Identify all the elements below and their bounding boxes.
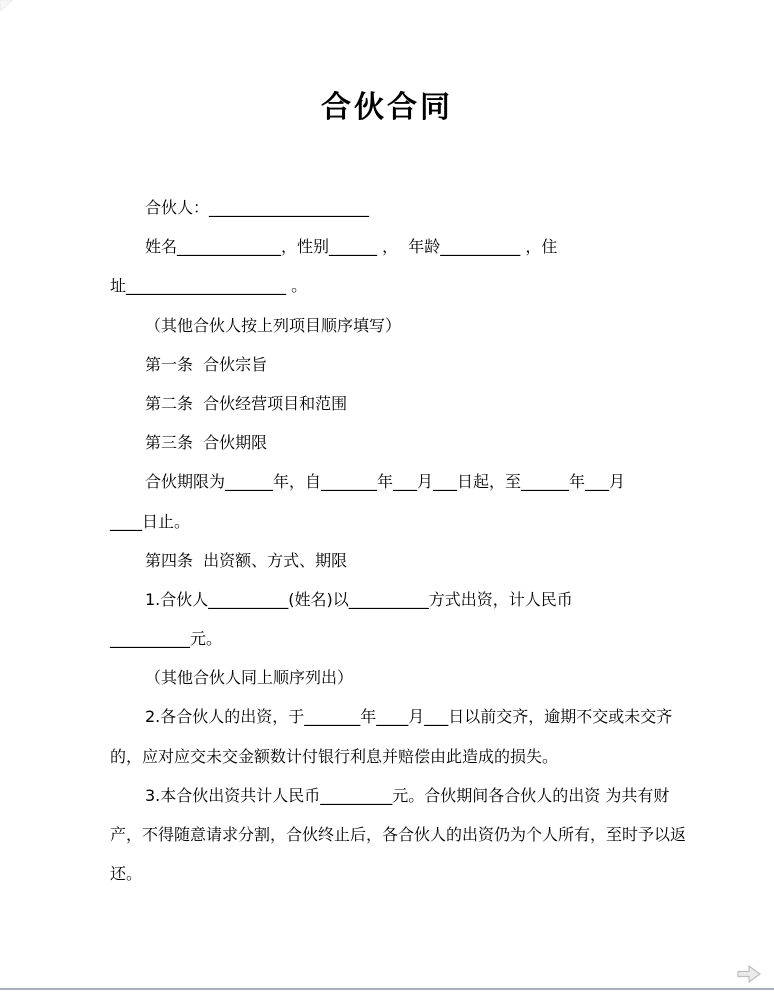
doc-line: 第四条 出资额、方式、期限: [145, 550, 348, 570]
doc-line: 第一条 合伙宗旨: [145, 354, 268, 374]
doc-line: 的，应对应交未交金额数计付银行利息并赔偿由此造成的损失。: [110, 746, 559, 766]
doc-line: 第三条 合伙期限: [145, 433, 268, 453]
doc-line: 产，不得随意请求分割，合伙终止后，各合伙人的出资仍为个人所有，至时予以返: [110, 825, 687, 844]
doc-line: 3.本合伙出资共计人民币_________元。合伙期间各合伙人的出资 为共有财: [145, 785, 670, 805]
doc-line: 2.各合伙人的出资，于_______年____月___日以前交齐，逾期不交或未交齐: [145, 707, 673, 727]
page-title: 合伙合同: [321, 90, 453, 125]
doc-line: 合伙期限为______年，自_______年___月___日起，至______年___月: [145, 472, 626, 492]
doc-line: （其他合伙人按上列项目顺序填写）: [145, 315, 402, 335]
doc-line: 第二条 合伙经营项目和范围: [145, 393, 348, 413]
page-corner-mark: [0, 0, 16, 14]
doc-line: __________元。: [110, 629, 223, 649]
doc-line: （其他合伙人同上顺序列出）: [145, 668, 354, 688]
bottom-divider: [0, 988, 774, 990]
document-body: [110, 188, 714, 893]
doc-line: 址____________________ 。: [110, 276, 308, 296]
doc-line: ____日止。: [110, 511, 191, 531]
next-page-arrow-icon[interactable]: [735, 963, 763, 985]
doc-line: 还。: [110, 864, 143, 884]
doc-line: 1.合伙人__________(姓名)以__________方式出资，计人民币: [145, 589, 573, 609]
doc-line: 合伙人：____________________: [145, 198, 370, 217]
doc-line: 姓名_____________，性别______ ， 年龄__________ ，住: [145, 237, 558, 257]
